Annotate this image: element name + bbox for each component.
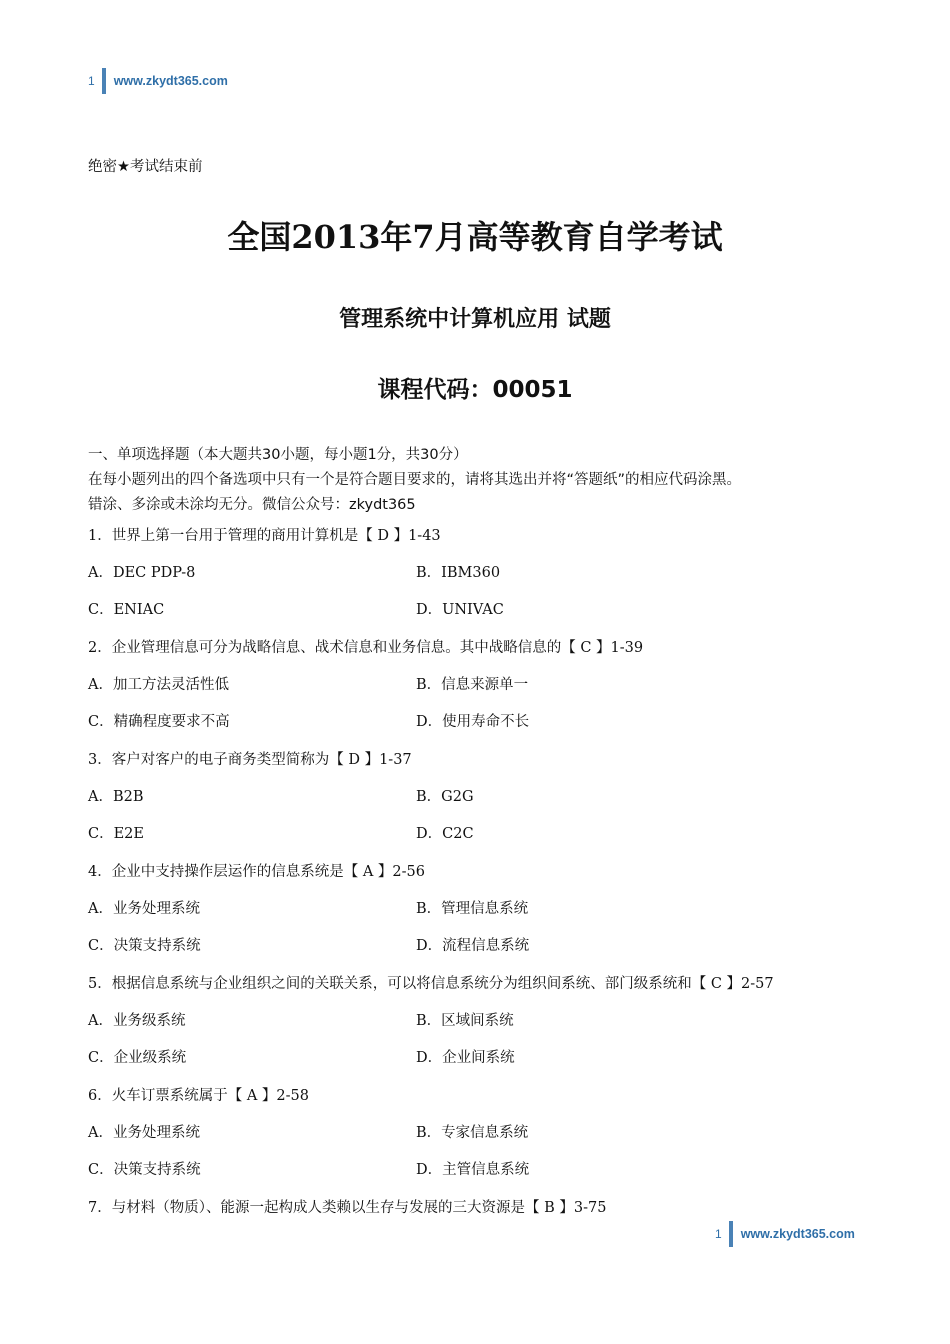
secret-label: 绝密★考试结束前	[88, 159, 203, 175]
section-note: 错涂、多涂或未涂均无分。微信公众号：zkydt365	[88, 497, 416, 513]
footer-divider	[729, 1221, 733, 1247]
section-instruction: 在每小题列出的四个备选项中只有一个是符合题目要求的，请将其选出并将“答题纸”的相应代码涂黑。	[88, 472, 742, 488]
question-stem: 6．火车订票系统属于【 A 】2-58	[88, 1088, 309, 1104]
option-a: A．业务级系统	[88, 1013, 186, 1029]
section-intro	[88, 443, 888, 518]
option-a: A．B2B	[88, 789, 144, 805]
page-footer	[715, 1221, 855, 1247]
option-c: C．精确程度要求不高	[88, 714, 230, 730]
option-d: D．企业间系统	[416, 1050, 515, 1066]
option-b: B．信息来源单一	[416, 677, 529, 693]
header-url: www.zkydt365.com	[113, 74, 228, 88]
subject-title: 管理系统中计算机应用 试题	[339, 307, 611, 332]
option-c: C．ENIAC	[88, 602, 165, 618]
option-d: D．UNIVAC	[416, 602, 504, 618]
option-b: B．区域间系统	[416, 1013, 514, 1029]
option-b: B．管理信息系统	[416, 901, 529, 917]
option-d: D．使用寿命不长	[416, 714, 530, 730]
option-b: B．IBM360	[416, 565, 501, 581]
option-c: C．决策支持系统	[88, 938, 201, 954]
option-c: C．决策支持系统	[88, 1162, 201, 1178]
section-heading: 一、单项选择题（本大题共30小题，每小题1分，共30分）	[88, 447, 468, 463]
option-b: B．专家信息系统	[416, 1125, 529, 1141]
question-stem: 4．企业中支持操作层运作的信息系统是【 A 】2-56	[88, 864, 425, 880]
header-divider	[102, 68, 106, 94]
question-stem: 7．与材料（物质）、能源一起构成人类赖以生存与发展的三大资源是【 B 】3-75	[88, 1200, 607, 1216]
option-d: D．主管信息系统	[416, 1162, 530, 1178]
option-a: A．加工方法灵活性低	[88, 677, 229, 693]
option-b: B．G2G	[416, 789, 474, 805]
option-d: D．C2C	[416, 826, 474, 842]
footer-page-number: 1	[715, 1227, 722, 1241]
header-page-number: 1	[88, 74, 95, 88]
option-a: A．DEC PDP-8	[88, 565, 196, 581]
option-a: A．业务处理系统	[88, 1125, 200, 1141]
course-code: 课程代码：00051	[377, 377, 573, 403]
page-header	[88, 68, 228, 94]
option-d: D．流程信息系统	[416, 938, 530, 954]
question-stem: 1．世界上第一台用于管理的商用计算机是【 D 】1-43	[88, 528, 441, 544]
footer-url: www.zkydt365.com	[740, 1227, 855, 1241]
question-stem: 5．根据信息系统与企业组织之间的关联关系，可以将信息系统分为组织间系统、部门级系统和【 C 】2-57	[88, 976, 774, 992]
exam-title: 全国2013年7月高等教育自学考试	[227, 218, 723, 256]
question-stem: 3．客户对客户的电子商务类型简称为【 D 】1-37	[88, 752, 412, 768]
option-c: C．企业级系统	[88, 1050, 187, 1066]
option-c: C．E2E	[88, 826, 144, 842]
question-stem: 2．企业管理信息可分为战略信息、战术信息和业务信息。其中战略信息的【 C 】1-39	[88, 640, 644, 656]
option-a: A．业务处理系统	[88, 901, 200, 917]
